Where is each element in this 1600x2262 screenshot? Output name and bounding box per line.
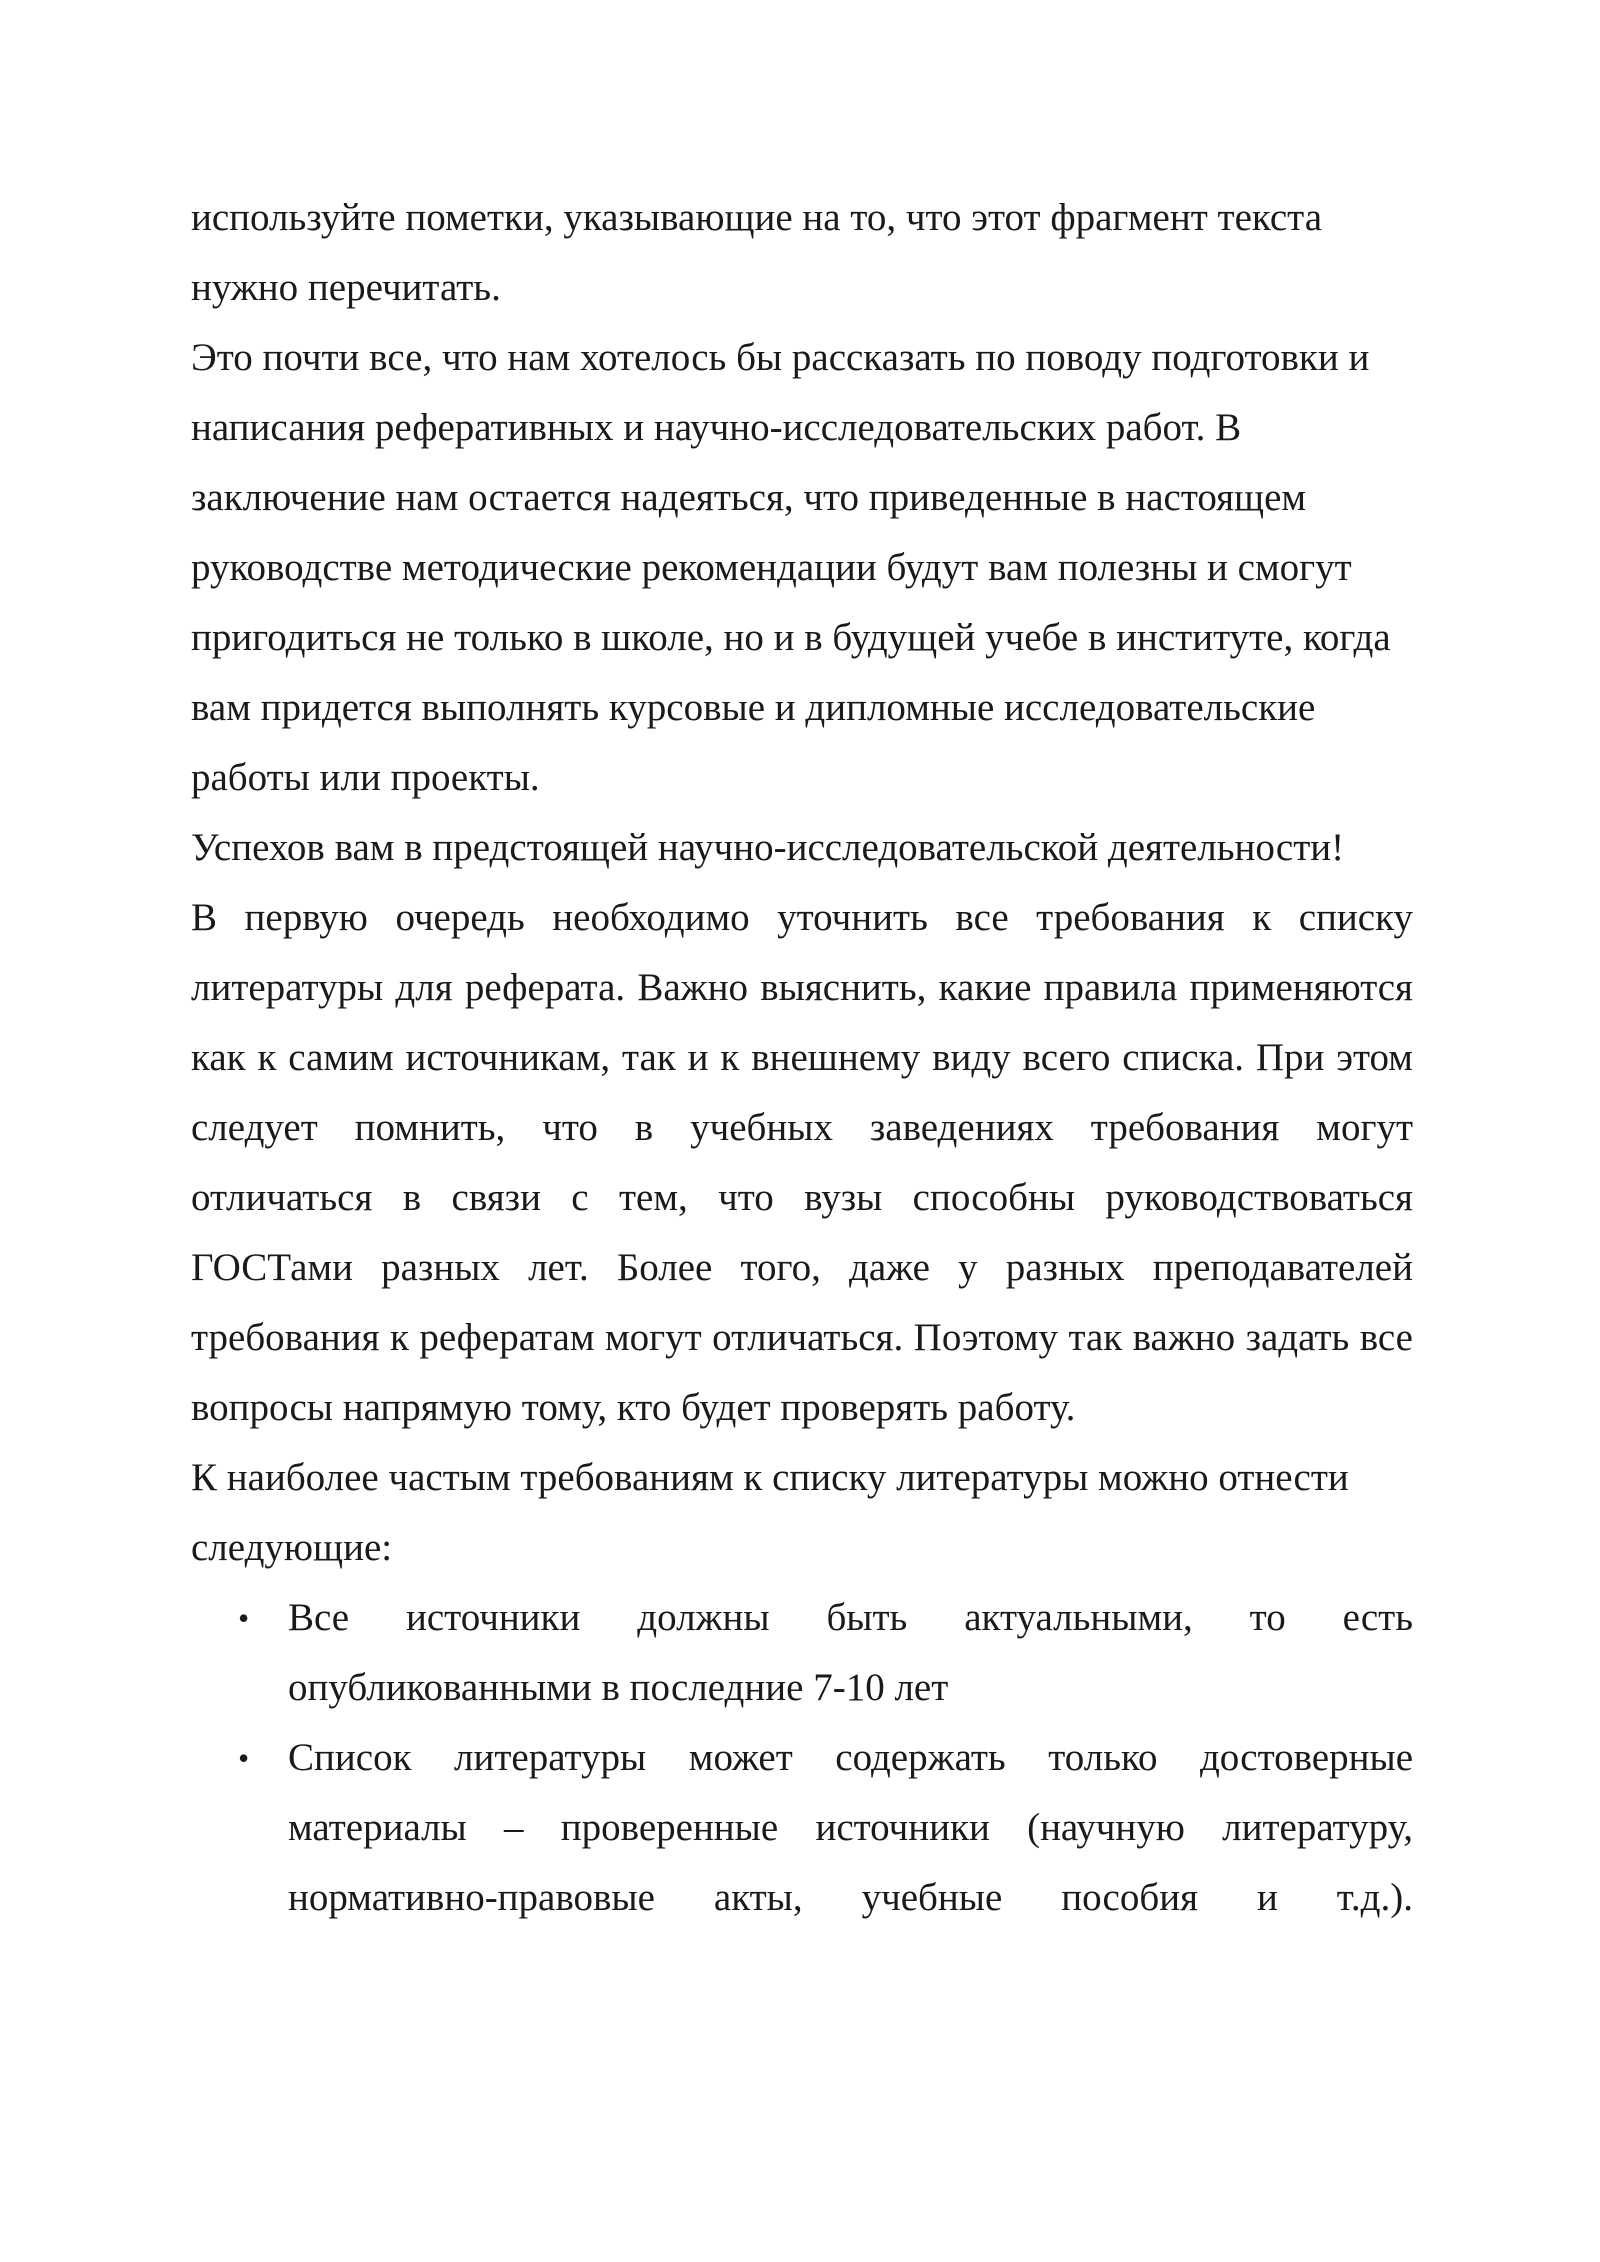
paragraph-good-luck: Успехов вам в предстоящей научно-исследовательской деятельности! [191,826,1345,869]
bullet-icon: • [238,1600,250,1636]
paragraph-requirements: В первую очередь необходимо уточнить все требования к списку литературы для реферата. Важно выяснить, какие правила применяются как к самим источникам, так и к внешнему виду всего списка. При этом следует помнить, что в учебных заведениях требования могут отличаться в связи с тем, что вузы способны руководствоваться ГОСТами разных лет. Более того, даже у разных преподавателей требования к рефератам могут отличаться. Поэтому так важно задать все вопросы напрямую тому, кто будет проверять работу. [191,896,1413,1429]
paragraph-list-intro: К наиболее частым требованиям к списку литературы можно отнести следующие: [191,1456,1349,1569]
list-item [191,1723,1413,1933]
list-item-text: Список литературы может содержать только достоверные материалы – проверенные источники (научную литературу, нормативно-правовые акты, учебные пособия и т.д.). [288,1736,1413,1919]
list-item [191,1583,1413,1723]
paragraph-continuation: используйте пометки, указывающие на то, что этот фрагмент текста нужно перечитать. [191,196,1322,309]
requirements-list [191,1583,1413,1933]
list-item-text: Все источники должны быть актуальными, то есть опубликованными в последние 7-10 лет [288,1596,1413,1709]
bullet-icon: • [238,1740,250,1776]
paragraph-conclusion: Это почти все, что нам хотелось бы рассказать по поводу подготовки и написания реферативных и научно-исследовательских работ. В заключение нам остается надеяться, что приведенные в настоящем руководстве методические рекомендации будут вам полезны и смогут пригодиться не только в школе, но и в будущей учебе в институте, когда вам придется выполнять курсовые и дипломные исследовательские работы или проекты. [191,336,1391,799]
document-body [191,183,1413,1933]
